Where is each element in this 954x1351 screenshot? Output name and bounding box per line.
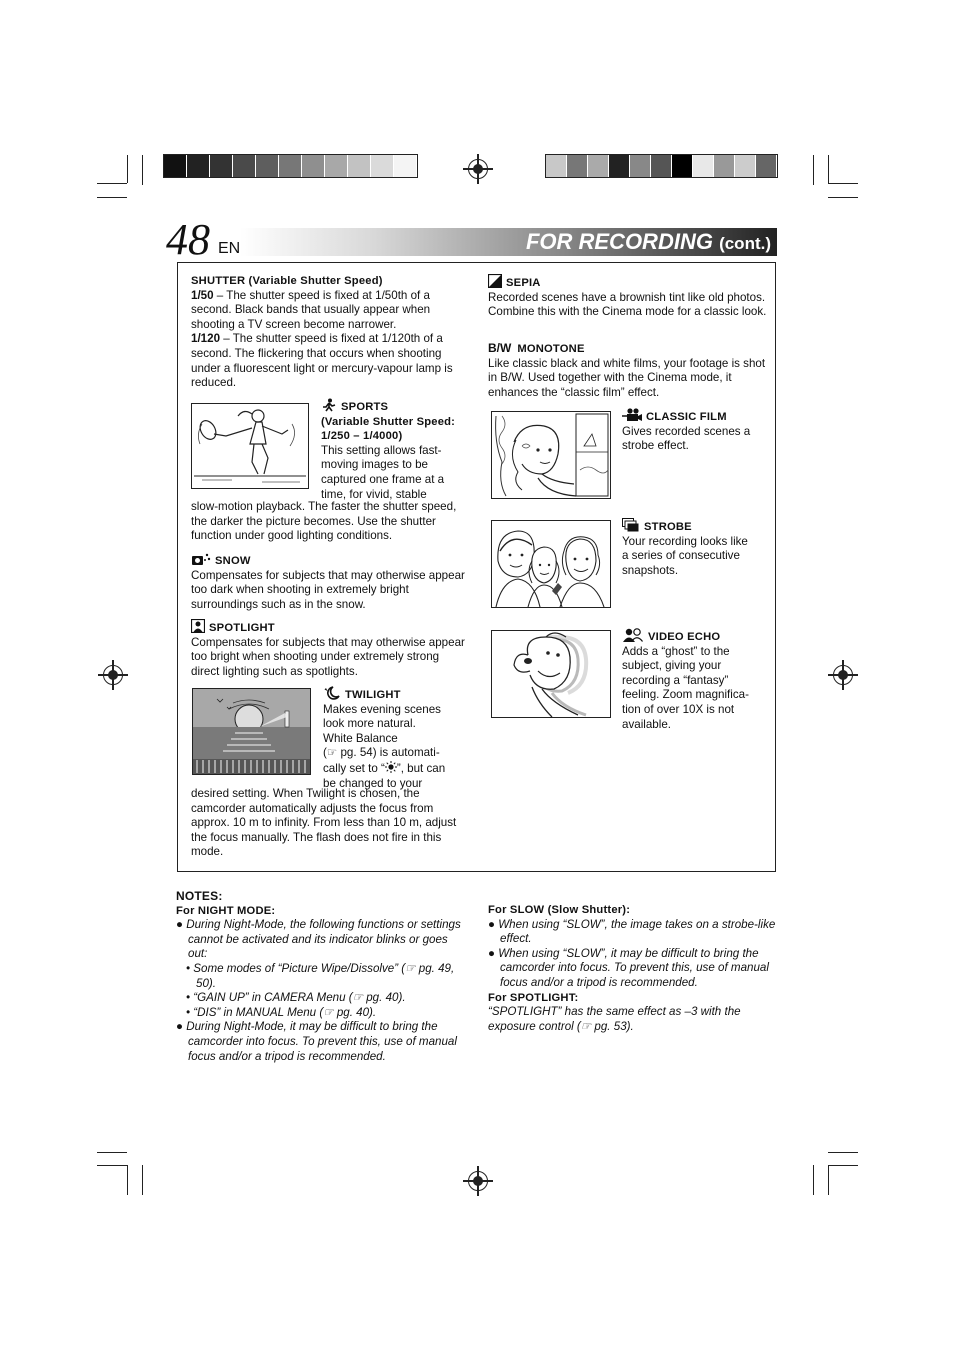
sports-section-side: SPORTS (Variable Shutter Speed: 1/250 – 1/4000) This setting allows fast- moving images to be captured one frame at a time, for vivid, stable bbox=[321, 398, 466, 502]
slow-note-2: ● When using “SLOW”, it may be difficult to bring the camcorder into focus. To prevent this, use of manual focus and/or a tripod is recommended. bbox=[488, 946, 769, 989]
night-subnote-2: • “GAIN UP” in CAMERA Menu (☞ pg. 40). bbox=[186, 991, 406, 1005]
notes-left bbox=[176, 889, 466, 1064]
slow-heading: For SLOW (Slow Shutter): bbox=[488, 904, 631, 916]
sun-icon bbox=[385, 761, 397, 773]
gray-scale-bar-left bbox=[163, 154, 418, 178]
video-echo-heading: VIDEO ECHO bbox=[648, 631, 721, 643]
night-subnote-3: • “DIS” in MANUAL Menu (☞ pg. 40). bbox=[186, 1005, 377, 1019]
twilight-section-side: TWILIGHT Makes evening scenes look more natural. White Balance (☞ pg. 54) is automati- cally set to “ ”, but can be changed to your bbox=[323, 686, 468, 791]
section-title-bar bbox=[240, 228, 777, 256]
twilight-illustration bbox=[192, 688, 311, 775]
snow-heading: SNOW bbox=[215, 555, 251, 567]
monotone-heading: MONOTONE bbox=[517, 343, 585, 355]
video-echo-section: VIDEO ECHO Adds a “ghost” to the subject, giving your recording a “fantasy” feeling. Zoom magnifica- tion of over 10X is not available. bbox=[622, 628, 770, 732]
spotlight-heading: SPOTLIGHT bbox=[209, 622, 275, 634]
gray-scale-bar-right bbox=[545, 154, 778, 178]
strobe-section: STROBE Your recording looks like a series of consecutive snapshots. bbox=[622, 518, 770, 578]
sports-icon bbox=[321, 398, 337, 412]
shutter-heading: SHUTTER (Variable Shutter Speed) bbox=[191, 275, 383, 287]
classic-film-icon bbox=[622, 408, 642, 422]
twilight-section-rest: desired setting. When Twilight is chosen, the camcorder automatically adjusts the focus from approx. 10 m to infinity. From less than 10 m, adjust the focus manually. The flash does not fire in this mode. bbox=[191, 787, 457, 859]
night-note-2: ● During Night-Mode, it may be difficult to bring the camcorder into focus. To prevent this, use of manual focus and/or a tripod is recommended. bbox=[176, 1020, 457, 1063]
registration-mark-right-icon bbox=[833, 665, 853, 685]
registration-mark-left-icon bbox=[103, 665, 123, 685]
twilight-icon bbox=[323, 686, 341, 700]
video-echo-icon bbox=[622, 628, 644, 642]
spotlight-section: SPOTLIGHT Compensates for subjects that may otherwise appear too bright when shooting under extremely strong direct lighting such as spotlights. bbox=[191, 619, 466, 679]
sepia-icon bbox=[488, 274, 502, 288]
night-note-1: ● During Night-Mode, the following functions or settings cannot be activated and its indicator blinks or goes out: bbox=[176, 918, 461, 961]
notes-right bbox=[488, 903, 778, 1034]
page-language: EN bbox=[218, 240, 241, 257]
bw-icon: B/W bbox=[488, 341, 512, 355]
strobe-illustration bbox=[491, 520, 611, 608]
spotlight-icon bbox=[191, 619, 205, 633]
twilight-heading: TWILIGHT bbox=[345, 689, 401, 701]
strobe-icon bbox=[622, 518, 640, 532]
spotlight-note: “SPOTLIGHT” has the same effect as –3 with the exposure control (☞ pg. 53). bbox=[488, 1005, 741, 1033]
snow-icon bbox=[191, 552, 211, 566]
strobe-heading: STROBE bbox=[644, 521, 692, 533]
notes-heading: NOTES: bbox=[176, 889, 223, 903]
classic-film-section: CLASSIC FILM Gives recorded scenes a strobe effect. bbox=[622, 408, 770, 454]
sepia-heading: SEPIA bbox=[506, 277, 541, 289]
page-title: FOR RECORDING (cont.) bbox=[525, 229, 771, 254]
sepia-section: SEPIA Recorded scenes have a brownish tint like old photos. Combine this with the Cinema mode for a classic look. bbox=[488, 274, 768, 320]
night-mode-heading: For NIGHT MODE: bbox=[176, 904, 276, 917]
night-subnote-1: • Some modes of “Picture Wipe/Dissolve” (☞ pg. 49, 50). bbox=[186, 961, 455, 990]
sports-heading: SPORTS bbox=[341, 401, 389, 413]
sports-section-rest: slow-motion playback. The faster the shutter speed, the darker the picture becomes. Use the shutter function under good lighting conditions. bbox=[191, 500, 457, 543]
registration-mark-top-icon bbox=[468, 159, 488, 179]
shutter-section: SHUTTER (Variable Shutter Speed) 1/50 – The shutter speed is fixed at 1/50th of a second. Black bands that usually appear when shooting a TV screen become narrower. 1/120 – The shutter speed is fixed at 1/120th of a second. The flickering that occurs when shooting under a fluorescent light or mercury-vapour lamp is reduced. bbox=[191, 274, 466, 391]
snow-section: SNOW Compensates for subjects that may otherwise appear too dark when shooting in extremely bright surroundings such as in the snow. bbox=[191, 552, 466, 612]
page-number: 48 bbox=[166, 215, 210, 264]
sports-illustration bbox=[191, 403, 309, 489]
spotlight-note-heading: For SPOTLIGHT: bbox=[488, 991, 579, 1004]
registration-mark-bottom-icon bbox=[468, 1171, 488, 1191]
classic-film-illustration bbox=[491, 411, 611, 499]
classic-film-heading: CLASSIC FILM bbox=[646, 411, 727, 423]
slow-note-1: ● When using “SLOW”, the image takes on a strobe-like effect. bbox=[488, 917, 776, 946]
monotone-section: B/W MONOTONE Like classic black and white films, your footage is shot in B/W. Used together with the Cinema mode, it enhances the “classic film” effect. bbox=[488, 341, 766, 399]
video-echo-illustration bbox=[491, 630, 611, 718]
